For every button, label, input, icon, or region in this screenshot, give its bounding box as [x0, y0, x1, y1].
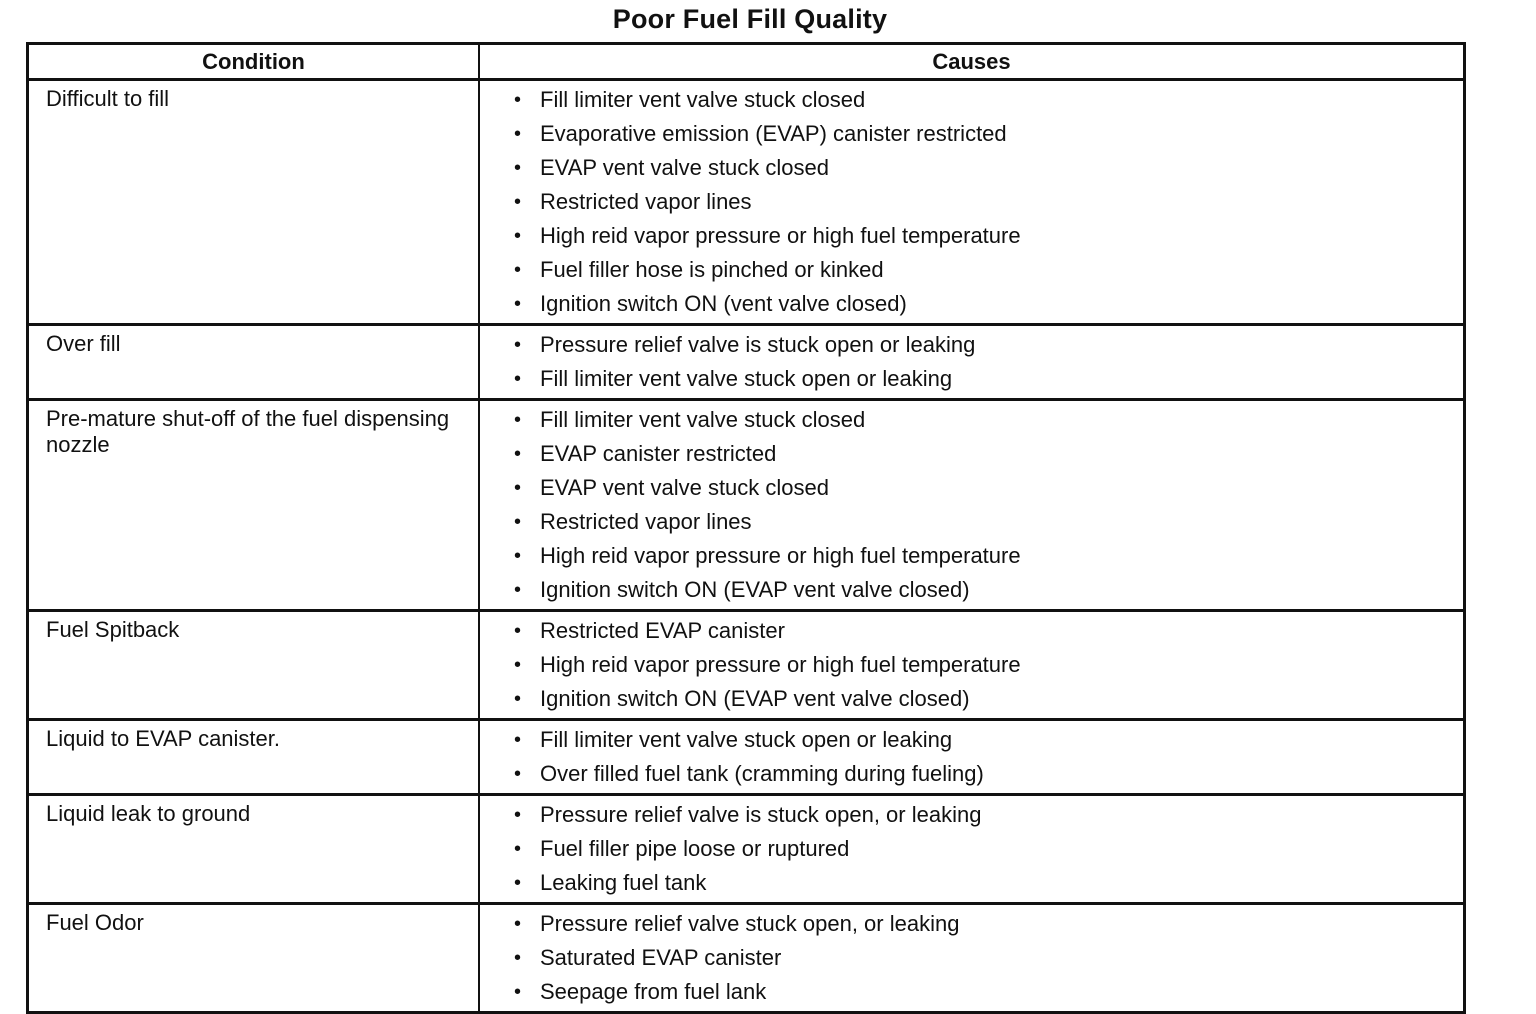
cause-item: • Seepage from fuel lank	[514, 975, 1463, 1009]
causes-list	[514, 907, 1463, 1009]
page-title: Poor Fuel Fill Quality	[612, 4, 888, 34]
cause-item: • Restricted vapor lines	[514, 505, 1463, 539]
causes-cell	[480, 612, 1463, 718]
cause-item: • High reid vapor pressure or high fuel temperature	[514, 648, 1463, 682]
cause-item: • Ignition switch ON (vent valve closed)	[514, 287, 1463, 321]
table-body	[29, 81, 1463, 1011]
cause-item: • Fill limiter vent valve stuck open or leaking	[514, 362, 1463, 396]
table-row	[29, 905, 1463, 1011]
cause-item: • Fuel filler pipe loose or ruptured	[514, 832, 1463, 866]
cause-item: • Fill limiter vent valve stuck closed	[514, 403, 1463, 437]
causes-cell	[480, 796, 1463, 902]
cause-item: • High reid vapor pressure or high fuel temperature	[514, 539, 1463, 573]
table-row	[29, 326, 1463, 401]
causes-list	[514, 798, 1463, 900]
cause-item: • Pressure relief valve stuck open, or leaking	[514, 907, 1463, 941]
condition-cell: Liquid leak to ground	[29, 796, 480, 902]
condition-cell: Fuel Spitback	[29, 612, 480, 718]
cause-item: • Ignition switch ON (EVAP vent valve closed)	[514, 682, 1463, 716]
causes-list	[514, 403, 1463, 607]
table-row	[29, 81, 1463, 326]
causes-list	[514, 83, 1463, 321]
cause-item: • EVAP vent valve stuck closed	[514, 151, 1463, 185]
causes-cell	[480, 81, 1463, 323]
cause-item: • Restricted EVAP canister	[514, 614, 1463, 648]
table-header-row	[29, 45, 1463, 81]
cause-item: • Pressure relief valve is stuck open, or leaking	[514, 798, 1463, 832]
table-row	[29, 401, 1463, 612]
table-row	[29, 721, 1463, 796]
cause-item: • Fill limiter vent valve stuck closed	[514, 83, 1463, 117]
cause-item: • High reid vapor pressure or high fuel temperature	[514, 219, 1463, 253]
table-row	[29, 796, 1463, 905]
causes-cell	[480, 905, 1463, 1011]
cause-item: • Fill limiter vent valve stuck open or leaking	[514, 723, 1463, 757]
cause-item: • Evaporative emission (EVAP) canister restricted	[514, 117, 1463, 151]
causes-cell	[480, 326, 1463, 398]
condition-cell: Liquid to EVAP canister.	[29, 721, 480, 793]
cause-item: • Fuel filler hose is pinched or kinked	[514, 253, 1463, 287]
causes-column-header: Causes	[932, 49, 1011, 74]
causes-list	[514, 723, 1463, 791]
condition-cell: Pre-mature shut-off of the fuel dispensing nozzle	[29, 401, 480, 609]
cause-item: • EVAP vent valve stuck closed	[514, 471, 1463, 505]
cause-item: • Leaking fuel tank	[514, 866, 1463, 900]
cause-item: • Over filled fuel tank (cramming during fueling)	[514, 757, 1463, 791]
cause-item: • Restricted vapor lines	[514, 185, 1463, 219]
causes-list	[514, 328, 1463, 396]
fuel-fill-quality-table	[26, 42, 1466, 1014]
condition-column-header: Condition	[29, 45, 480, 78]
condition-cell: Over fill	[29, 326, 480, 398]
table-row	[29, 612, 1463, 721]
condition-cell: Fuel Odor	[29, 905, 480, 1011]
causes-list	[514, 614, 1463, 716]
causes-cell	[480, 721, 1463, 793]
cause-item: • Saturated EVAP canister	[514, 941, 1463, 975]
condition-cell: Difficult to fill	[29, 81, 480, 323]
cause-item: • EVAP canister restricted	[514, 437, 1463, 471]
cause-item: • Pressure relief valve is stuck open or leaking	[514, 328, 1463, 362]
causes-cell	[480, 401, 1463, 609]
cause-item: • Ignition switch ON (EVAP vent valve closed)	[514, 573, 1463, 607]
